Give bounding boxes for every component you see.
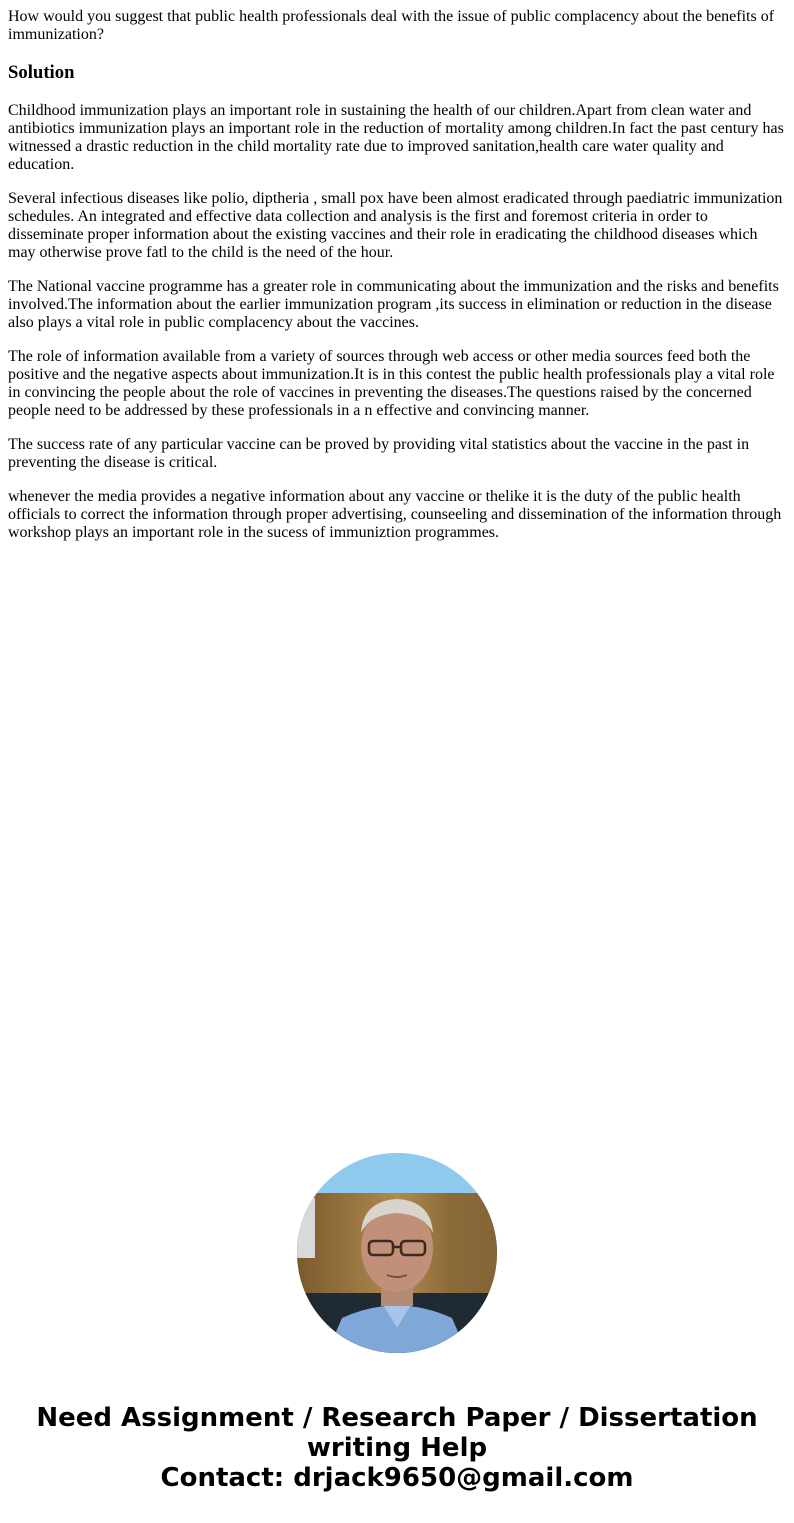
promo-text <box>0 1403 794 1493</box>
promo-footer <box>0 1153 794 1493</box>
solution-paragraph-2: Several infectious diseases like polio, diptheria , small pox have been almost eradicated through paediatric immunization schedules. An integrated and effective data collection and analysis is the first and foremost criteria in order to disseminate proper information about the existing vaccines and their role in eradicating the childhood diseases which may otherwise prove fatl to the child is the need of the hour. <box>8 190 783 261</box>
solution-paragraph-3: The National vaccine programme has a greater role in communicating about the immunization and the risks and benefits involved.The information about the earlier immunization program ,its success in elimination or reduction in the disease also plays a vital role in public complacency about the vaccines. <box>8 278 779 331</box>
solution-paragraph-4: The role of information available from a variety of sources through web access or other media sources feed both the positive and the negative aspects about immunization.It is in this contest the public health professionals play a vital role in convincing the people about the role of vaccines in preventing the diseases.The questions raised by the concerned people need to be addressed by these professionals in a n effective and convincing manner. <box>8 348 775 419</box>
solution-paragraph-6: whenever the media provides a negative information about any vaccine or thelike it is the duty of the public health officials to correct the information through proper advertising, counseeling and dissemination of the information through workshop plays an important role in the sucess of immuniztion programmes. <box>8 488 782 541</box>
solution-paragraph-1: Childhood immunization plays an important role in sustaining the health of our children.Apart from clean water and antibiotics immunization plays an important role in the reduction of mortality among children.In fact the past century has witnessed a drastic reduction in the child mortality rate due to improved sanitation,health care water quality and education. <box>8 102 784 173</box>
solution-heading: Solution <box>8 62 75 83</box>
question-text: How would you suggest that public health professionals deal with the issue of public complacency about the benefits of immunization? <box>8 8 775 43</box>
solution-paragraph-5: The success rate of any particular vaccine can be proved by providing vital statistics about the vaccine in the past in preventing the disease is critical. <box>8 436 750 471</box>
avatar <box>297 1153 497 1353</box>
promo-contact-line: Contact: drjack9650@gmail.com <box>160 1463 634 1493</box>
promo-line-1: Need Assignment / Research Paper / Dissertation writing Help <box>36 1403 758 1463</box>
document-body <box>0 0 794 542</box>
avatar-photo-icon <box>297 1153 497 1353</box>
